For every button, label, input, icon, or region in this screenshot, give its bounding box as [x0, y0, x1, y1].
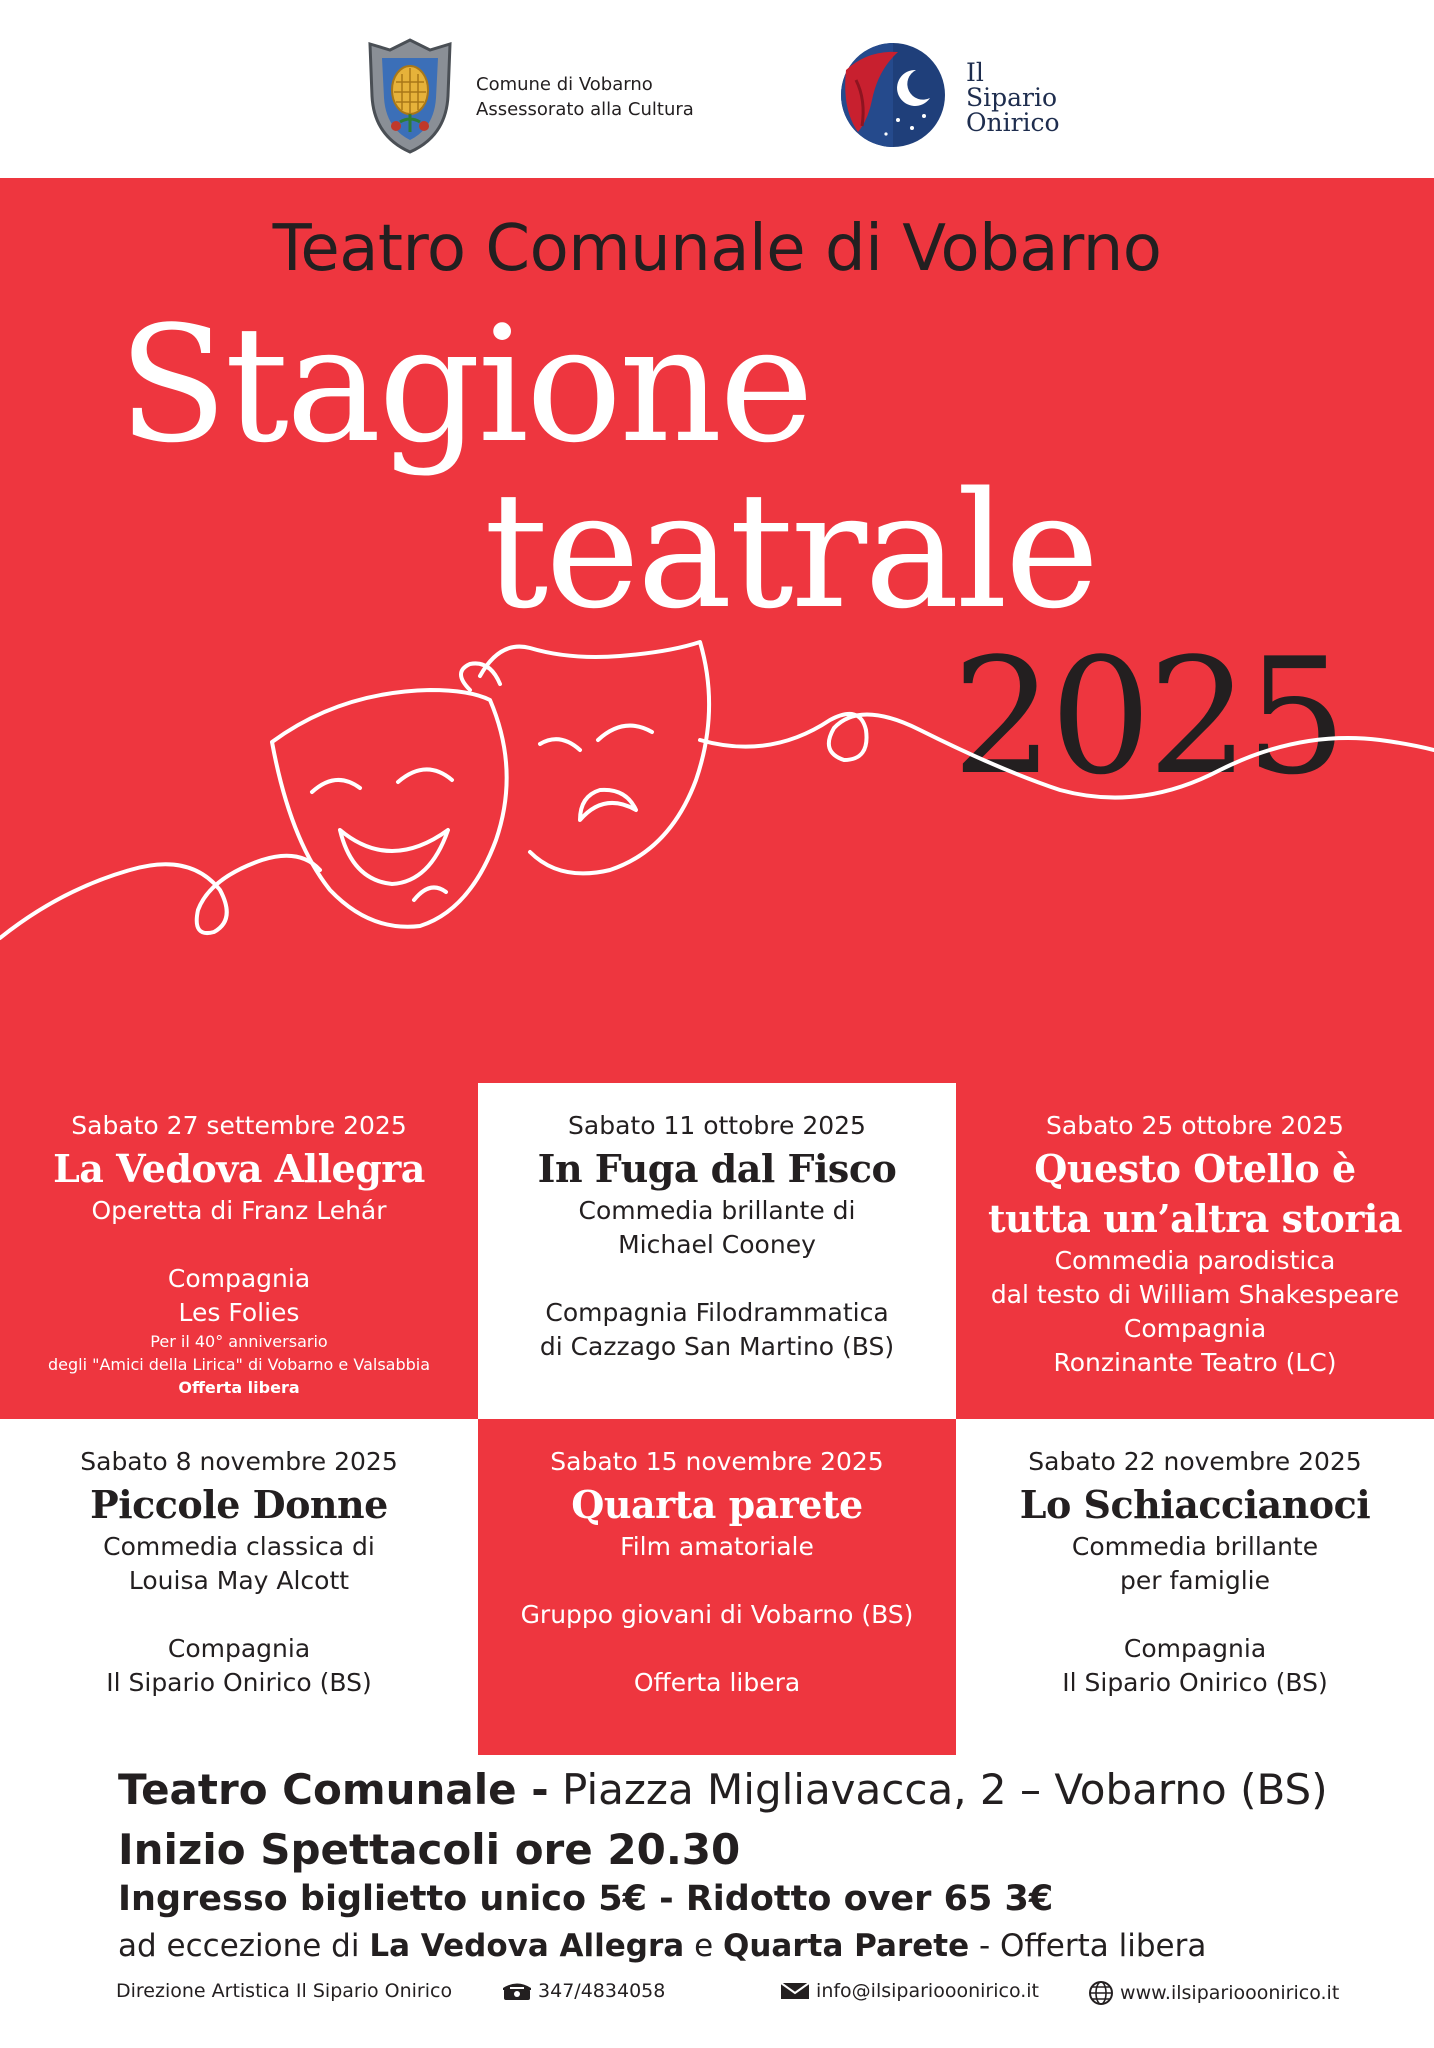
event-title: Quarta parete — [571, 1482, 863, 1527]
sipario-word-il: Il — [966, 58, 984, 87]
event-company: Compagnia — [167, 1634, 311, 1663]
event-note: Offerta libera — [633, 1668, 801, 1697]
venue-address: Piazza Migliavacca, 2 – Vobarno (BS) — [562, 1765, 1328, 1814]
website-contact[interactable] — [1088, 1980, 1339, 2006]
artistic-direction: Direzione Artistica Il Sipario Onirico — [116, 1980, 453, 2002]
globe-icon — [1088, 1980, 1114, 2006]
exception-show-1: La Vedova Allegra — [369, 1928, 685, 1964]
exception-prefix: ad eccezione di — [118, 1928, 360, 1964]
theater-masks-icon — [0, 620, 1434, 950]
event-company-name: Les Folies — [178, 1298, 300, 1327]
exception-show-2: Quarta Parete — [723, 1928, 970, 1964]
venue-address-line — [118, 1765, 1328, 1814]
event-company-name: Ronzinante Teatro (LC) — [1053, 1348, 1337, 1377]
venue-title: Teatro Comunale di Vobarno — [272, 212, 1162, 286]
event-company: di Cazzago San Martino (BS) — [539, 1332, 895, 1361]
season-year: 2025 — [952, 623, 1344, 810]
event-description: per famiglie — [1119, 1566, 1271, 1595]
event-description: Michael Cooney — [618, 1230, 816, 1259]
event-card-4 — [0, 1419, 478, 1755]
comune-department: Assessorato alla Cultura — [476, 99, 694, 120]
event-title: tutta un’altra storia — [988, 1196, 1402, 1241]
venue-name: Teatro Comunale - — [118, 1765, 549, 1814]
phone-icon — [502, 1981, 532, 2001]
event-note: Offerta libera — [178, 1378, 300, 1397]
start-time: Inizio Spettacoli ore 20.30 — [118, 1825, 741, 1874]
exception-and: e — [694, 1928, 714, 1964]
event-company: Compagnia — [167, 1264, 311, 1293]
event-card-2 — [478, 1083, 956, 1419]
event-company: Compagnia — [1123, 1634, 1267, 1663]
event-description: Commedia brillante — [1071, 1532, 1319, 1561]
event-title: In Fuga dal Fisco — [537, 1146, 897, 1191]
email-contact[interactable] — [780, 1980, 1039, 2002]
event-company: Compagnia — [1123, 1314, 1267, 1343]
event-company: Gruppo giovani di Vobarno (BS) — [520, 1600, 914, 1629]
header-bar — [0, 0, 1434, 178]
email-address: info@ilsipariooonirico.it — [816, 1980, 1039, 2002]
event-date: Sabato 27 settembre 2025 — [71, 1111, 407, 1140]
event-description: Film amatoriale — [620, 1532, 814, 1561]
event-date: Sabato 22 novembre 2025 — [1028, 1447, 1362, 1476]
event-title: Piccole Donne — [90, 1482, 388, 1527]
comune-label — [476, 72, 694, 122]
event-description: Operetta di Franz Lehár — [91, 1196, 387, 1225]
mail-icon — [780, 1981, 810, 2001]
ticket-price: Ingresso biglietto unico 5€ - Ridotto over 65 3€ — [118, 1879, 1054, 1919]
event-title: Lo Schiaccianoci — [1019, 1482, 1371, 1527]
event-description: Louisa May Alcott — [128, 1566, 350, 1595]
event-note: Per il 40° anniversario — [150, 1332, 328, 1351]
event-card-1 — [0, 1083, 478, 1419]
event-company-name: Il Sipario Onirico (BS) — [106, 1668, 372, 1697]
title-teatrale: teatrale — [484, 457, 1097, 644]
event-date: Sabato 11 ottobre 2025 — [568, 1111, 866, 1140]
event-title: La Vedova Allegra — [53, 1146, 425, 1191]
sipario-onirico-logo-icon — [838, 40, 948, 150]
comune-name: Comune di Vobarno — [476, 74, 653, 95]
event-card-6 — [956, 1419, 1434, 1755]
event-date: Sabato 15 novembre 2025 — [550, 1447, 884, 1476]
event-card-5 — [478, 1419, 956, 1755]
event-card-3 — [956, 1083, 1434, 1419]
event-company-name: Il Sipario Onirico (BS) — [1062, 1668, 1328, 1697]
phone-contact[interactable] — [502, 1980, 665, 2002]
event-description: Commedia parodistica — [1054, 1246, 1336, 1275]
phone-number: 347/4834058 — [538, 1980, 666, 2002]
event-note: degli "Amici della Lirica" di Vobarno e Valsabbia — [47, 1355, 431, 1374]
comune-coat-of-arms-icon — [360, 36, 460, 156]
event-date: Sabato 25 ottobre 2025 — [1046, 1111, 1344, 1140]
title-stagione: Stagione — [118, 291, 811, 478]
event-company: Compagnia Filodrammatica — [545, 1298, 889, 1327]
event-title: Questo Otello è — [1034, 1146, 1356, 1191]
sipario-onirico-wordmark — [966, 60, 1060, 135]
event-description: Commedia classica di — [103, 1532, 375, 1561]
sipario-word-onirico: Onirico — [966, 108, 1060, 137]
exception-note — [118, 1928, 1206, 1964]
exception-suffix: - Offerta libera — [978, 1928, 1207, 1964]
event-description: Commedia brillante di — [578, 1196, 856, 1225]
sipario-word-sipario: Sipario — [966, 83, 1058, 112]
event-description: dal testo di William Shakespeare — [990, 1280, 1400, 1309]
event-date: Sabato 8 novembre 2025 — [80, 1447, 398, 1476]
website-url: www.ilsipariooonirico.it — [1120, 1982, 1340, 2004]
